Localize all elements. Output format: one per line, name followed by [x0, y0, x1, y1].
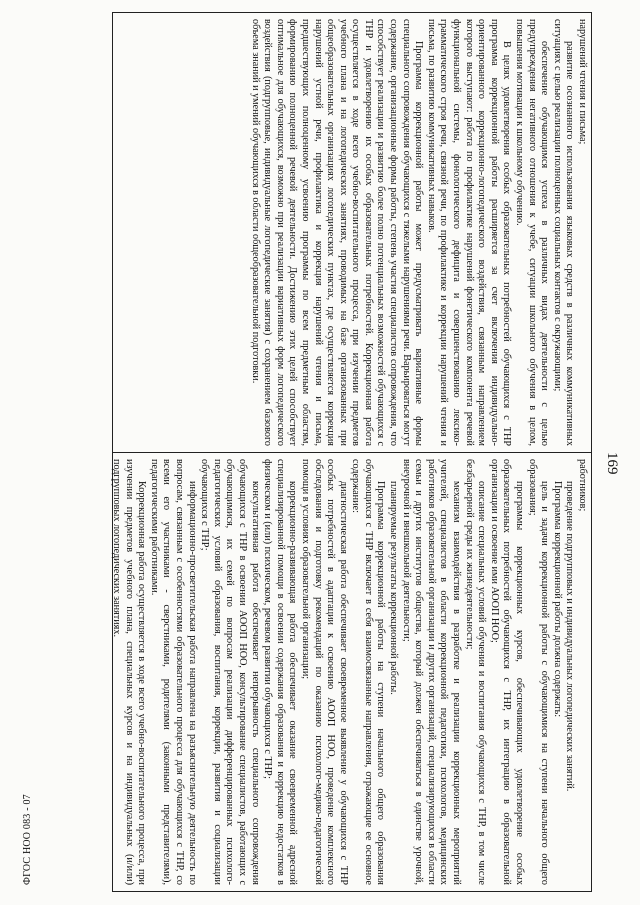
two-column-table [112, 12, 592, 892]
paragraph: Коррекционная работа осуществляется в ходе всего учебно-воспитательного процесса, при изучении предметов учебного плана, специальных курсов и на индивидуальных (и/или) подгрупповых логопедических занятиях. [111, 459, 148, 885]
paragraph: Программа коррекционной работы должна содержать: [551, 481, 563, 718]
paragraph: нарушений чтения и письма; [577, 19, 588, 145]
rotated-page-content [20, 12, 620, 892]
paragraph: развитие осознанного использования языковых средств в различных коммуникативных ситуациях с целью реализации полноценных социальных контактов с окружающими; [551, 19, 576, 446]
paragraph: описание специальных условий обучения и воспитания обучающихся с ТНР, в том числе безбарьерной среды их жизнедеятельности; [463, 459, 488, 885]
paragraph: Программа коррекционной работы на ступени начального общего образования обучающихся с ТНР включает в себя взаимосвязанные направления, отражающие ее основное содержание: [350, 459, 387, 885]
paragraph: обеспечение обучающимся успеха в различных видах деятельности с целью предупреждения негативного отношения к учебе, ситуации школьного обучения в целом, повышения мотивации к школьному обучению. [514, 19, 551, 446]
paragraph: проведение подгрупповых и индивидуальных логопедических занятий. [564, 481, 576, 792]
paragraph: Программа коррекционной работы может предусматривать вариативные формы специального сопровождения обучающихся с тяжелыми нарушениями речи. Варьироваться могут содержание, организационные формы работы, степень участия специалистов сопровождения, что способствует реализации и развитию более полно потенциальных возможностей обучающихся с ТНР и удовлетворению их особых образовательных потребностей. Коррекционная работа осуществляется в ходе всего учебно-воспитательного процесса, при изучении предметов учебного плана и на логопедических занятиях, проводимых на базе организованных при общеобразовательных организациях логопедических пунктах, где осуществляется коррекция нарушений устной речи, профилактика и коррекция нарушений чтения и письма, предшествующих полноценному усвоению программы по всем предметным областям, формированию полноценной речевой деятельности. Достижению этих целей способствует оптимальное для обучающихся, возможно при реализации вариативных форм логопедического воздействия (подгрупповые, индивидуальные логопедические занятия) с сохранением базового объема знаний и умений обучающихся в области общеобразовательной подготовки. [249, 19, 425, 446]
paragraph: коррекционно-развивающая работа обеспечивает оказание своевременной адресной специализированной помощи в освоении содержания образования и коррекцию недостатков в физическом и (или) психическом, речевом развитии обучающихся с ТНР; [262, 459, 299, 885]
paragraph: программы коррекционных курсов, обеспечивающих удовлетворение особых образовательных потребностей обучающихся с ТНР, их интеграцию в образовательной организации и освоение ими АООП НОО; [488, 459, 526, 885]
document-footer: ФГОС НОО 083 - 07 [22, 794, 33, 885]
left-column [113, 13, 591, 453]
paragraph: информационно-просветительская работа направлена на разъяснительную деятельность по вопросам, связанным с особенностями образовательного процесса для обучающихся с ТНР, со всеми его участниками - сверстниками, родителями (законными представителями), педагогическими работниками. [148, 459, 198, 885]
paragraph: В целях удовлетворения особых образовательных потребностей обучающихся с ТНР программа коррекционной работы расширяется за счет включения индивидуально-ориентированного коррекционно-логопедического воздействия, связанным направлением которого выступают: работа по профилактике нарушений фонетического компонента речевой функциональной системы, фонологического дефицита и совершенствованию лексико-грамматического строя речи, связной речи, по профилактике и коррекции нарушений чтения и письма, по развитию коммуникативных навыков. [425, 19, 513, 446]
paragraph: цель и задачи коррекционной работы с обучающимися на ступени начального общего образования; [526, 459, 551, 885]
paragraph: диагностическая работа обеспечивает своевременное выявление у обучающихся с ТНР особых потребностей в адаптации к освоению АООП НОО, проведение комплексного обследования и подготовку рекомендаций по оказанию психолого-медико-педагогической помощи в условиях образовательной организации; [299, 459, 349, 885]
page-number: 169 [604, 452, 620, 475]
paragraph: консультативная работа обеспечивает непрерывность специального сопровождения обучающихся с ТНР в освоении АООП НОО, консультирование специалистов, работающих с обучающимися, их семей по вопросам реализации дифференцированных психолого-педагогических условий образования, воспитания, коррекции, развития и социализации обучающихся с ТНР; [199, 459, 261, 885]
paragraph: планируемые результаты коррекционной работы. [388, 481, 400, 695]
paragraph: механизм взаимодействия в разработке и реализации коррекционных мероприятий учителей, специалистов в области коррекционной педагогики, психологов, медицинских работников образовательной организации и других организаций, специализирующихся в области семьи и других институтов общества, который должен обеспечиваться в единстве урочной, внеурочной и внешкольной деятельности; [400, 459, 463, 885]
right-column [113, 453, 591, 891]
paragraph: работников; [577, 459, 588, 512]
